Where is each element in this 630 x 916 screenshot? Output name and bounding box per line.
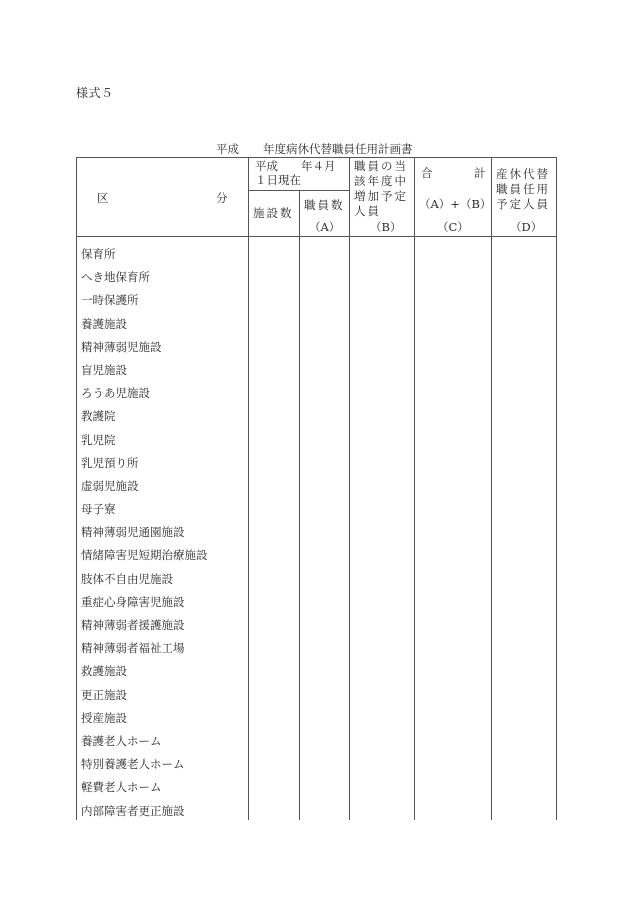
header-category-right: 分 [216,191,228,205]
header-as-of-line2: １日現在 [255,173,301,187]
table-row: 授産施設 [81,710,127,725]
table-row: 更正施設 [81,687,127,702]
table-row: 重症心身障害児施設 [81,594,185,609]
table-row: 保育所 [81,247,116,261]
header-maternity-line3: 予定人員 [496,197,550,211]
table-row: 特別養護老人ホーム [81,757,185,772]
table-row: 軽費老人ホーム [81,780,162,795]
table-row: 精神薄弱者福祉工場 [81,641,185,656]
header-staff-code: （A） [309,220,341,234]
title-text: 年度病休代替職員任用計画書 [263,142,413,156]
header-maternity-line1: 産休代替 [496,167,550,181]
header-total-left: 合 [421,166,433,180]
plan-table [76,157,557,820]
col-divider-4 [414,157,415,820]
table-row: 精神薄弱児通園施設 [81,525,185,540]
table-row: 盲児施設 [81,362,127,377]
col-divider-2 [299,190,300,820]
table-row: 肢体不自由児施設 [81,571,173,586]
header-total-right: 計 [474,166,486,180]
col-divider-1 [248,157,249,820]
header-maternity-line2: 職員任用 [496,182,550,196]
table-row: 養護施設 [81,316,127,331]
table-row: 一時保護所 [81,293,139,308]
table-row: ろうあ児施設 [81,386,150,401]
header-total-code: （C） [437,220,469,234]
document-title [216,141,413,157]
header-increase-line3: 増加予定 [354,189,408,203]
table-left-border [76,157,77,820]
table-row: 精神薄弱者援護施設 [81,618,185,632]
header-staff: 職員数 [304,198,345,212]
header-increase-line1: 職員の当 [354,159,408,173]
facility-list [81,243,246,823]
header-increase-line2: 該年度中 [354,174,408,188]
col-divider-5 [491,157,492,820]
header-increase-code: （B） [370,220,402,234]
table-row: 養護老人ホーム [81,733,162,748]
table-right-border [556,157,557,820]
header-facilities: 施設数 [253,206,294,220]
table-row: 虚弱児施設 [81,478,139,493]
table-row: 精神薄弱児施設 [81,339,162,354]
header-total-formula: （A）+（B） [419,197,492,211]
title-era: 平成 [216,142,239,156]
table-row: 内部障害者更正施設 [81,803,185,818]
table-row: 情緒障害児短期治療施設 [81,548,208,563]
header-category-left: 区 [97,191,109,205]
table-row: 乳児預り所 [81,455,139,470]
form-number: 様式５ [76,86,114,100]
table-row: 教護院 [81,409,116,424]
header-bottom-border [76,236,557,237]
table-row: へき地保育所 [81,270,150,285]
table-row: 乳児院 [81,432,116,447]
table-row: 救護施設 [81,664,127,679]
table-row: 母子寮 [81,502,116,517]
col-divider-3 [349,157,350,820]
header-increase-line4: 人員 [354,204,381,218]
header-as-of-line1: 平成 年４月 [255,159,336,173]
header-maternity-code: （D） [510,220,543,234]
table-top-border [76,157,557,158]
